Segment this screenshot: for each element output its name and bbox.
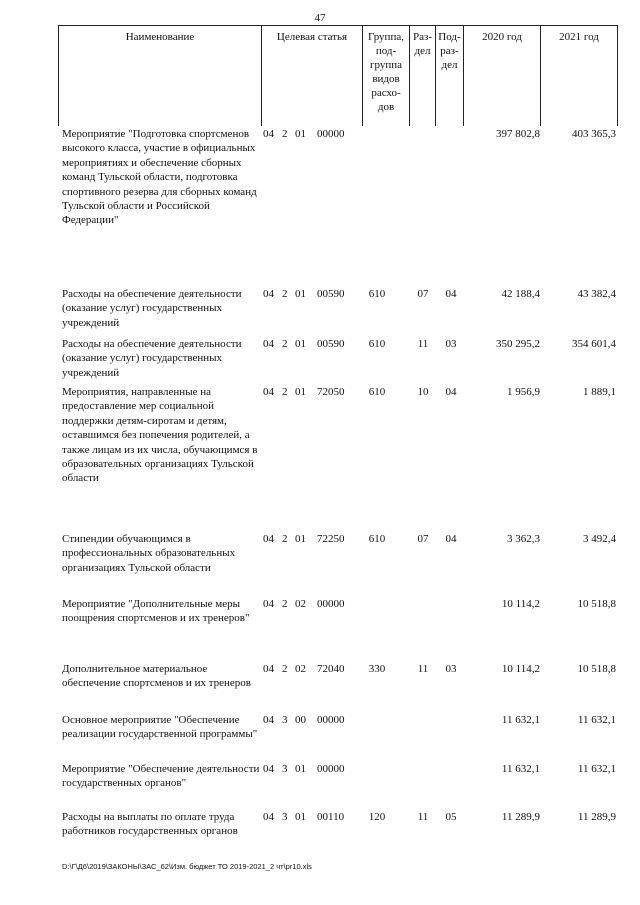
code-program: 04 xyxy=(263,533,274,545)
amount-2020: 10 114,2 xyxy=(501,598,540,610)
row-name: Основное мероприятие "Обеспечение реализации государственной программы" xyxy=(62,714,258,741)
code-direction: 72050 xyxy=(317,386,345,398)
amount-2020: 42 188,4 xyxy=(501,288,540,300)
amount-2021: 11 632,1 xyxy=(577,763,616,775)
section: 07 xyxy=(417,533,429,545)
expense-group: 610 xyxy=(368,288,386,300)
expense-group: 120 xyxy=(368,811,386,823)
code-subprogram: 3 xyxy=(282,763,288,775)
amount-2021: 11 632,1 xyxy=(577,714,616,726)
code-subprogram: 2 xyxy=(282,598,288,610)
subsection: 04 xyxy=(445,288,457,300)
page-number: 47 xyxy=(314,12,326,24)
section: 07 xyxy=(417,288,429,300)
code-event: 01 xyxy=(295,288,306,300)
expense-group: 610 xyxy=(368,386,386,398)
code-program: 04 xyxy=(263,714,274,726)
code-subprogram: 2 xyxy=(282,338,288,350)
code-event: 01 xyxy=(295,811,306,823)
code-event: 02 xyxy=(295,663,306,675)
code-direction: 00000 xyxy=(317,763,345,775)
code-event: 01 xyxy=(295,533,306,545)
header-subsection: Под- раз- дел xyxy=(436,26,464,126)
amount-2021: 1 889,1 xyxy=(583,386,616,398)
amount-2021: 10 518,8 xyxy=(577,663,616,675)
code-direction: 00590 xyxy=(317,288,345,300)
code-direction: 00110 xyxy=(317,811,345,823)
amount-2021: 10 518,8 xyxy=(577,598,616,610)
amount-2021: 403 365,3 xyxy=(572,128,616,140)
code-event: 01 xyxy=(295,338,306,350)
amount-2020: 397 802,8 xyxy=(496,128,540,140)
row-name: Мероприятие "Подготовка спортсменов высокого класса, участие в официальных мероприятиях и обеспечение сборных команд Тульской области, подготовка спортивного резерва для сборных команд Тульской области и Российской Федерации" xyxy=(62,128,257,227)
header-group: Группа, под- группа видов расхо- дов xyxy=(363,26,410,126)
header-section: Раз- дел xyxy=(410,26,436,126)
file-path: D:\Г\Д6\2019\ЗАКОНЫ\ЗАС_62\Изм. бюджет ТО 2019-2021_2 чт\pr10.xls xyxy=(62,862,312,871)
amount-2020: 11 632,1 xyxy=(501,763,540,775)
subsection: 03 xyxy=(445,663,457,675)
subsection: 03 xyxy=(445,338,457,350)
row-name: Расходы на обеспечение деятельности (оказание услуг) государственных учреждений xyxy=(62,338,242,379)
code-program: 04 xyxy=(263,663,274,675)
code-direction: 00000 xyxy=(317,714,345,726)
section: 11 xyxy=(417,338,429,350)
expense-group: 330 xyxy=(368,663,386,675)
header-2020: 2020 год xyxy=(464,26,541,126)
code-program: 04 xyxy=(263,598,274,610)
row-name: Мероприятие "Обеспечение деятельности государственных органов" xyxy=(62,763,260,790)
amount-2021: 43 382,4 xyxy=(577,288,616,300)
table-header xyxy=(58,25,618,126)
row-name: Дополнительное материальное обеспечение спортсменов и их тренеров xyxy=(62,663,251,690)
subsection: 04 xyxy=(445,386,457,398)
code-program: 04 xyxy=(263,386,274,398)
subsection: 05 xyxy=(445,811,457,823)
subsection: 04 xyxy=(445,533,457,545)
code-program: 04 xyxy=(263,288,274,300)
code-subprogram: 3 xyxy=(282,714,288,726)
section: 11 xyxy=(417,811,429,823)
expense-group: 610 xyxy=(368,338,386,350)
code-direction: 00000 xyxy=(317,598,345,610)
code-event: 01 xyxy=(295,128,306,140)
amount-2020: 11 289,9 xyxy=(501,811,540,823)
code-program: 04 xyxy=(263,763,274,775)
section: 10 xyxy=(417,386,429,398)
expense-group: 610 xyxy=(368,533,386,545)
code-subprogram: 2 xyxy=(282,663,288,675)
header-2021: 2021 год xyxy=(559,31,599,43)
amount-2021: 354 601,4 xyxy=(572,338,616,350)
code-program: 04 xyxy=(263,338,274,350)
amount-2021: 11 289,9 xyxy=(577,811,616,823)
amount-2021: 3 492,4 xyxy=(583,533,616,545)
amount-2020: 350 295,2 xyxy=(496,338,540,350)
code-direction: 72040 xyxy=(317,663,345,675)
row-name: Расходы на выплаты по оплате труда работников государственных органов xyxy=(62,811,238,838)
code-subprogram: 2 xyxy=(282,533,288,545)
code-direction: 72250 xyxy=(317,533,345,545)
code-direction: 00590 xyxy=(317,338,345,350)
row-name: Мероприятие "Дополнительные меры поощрения спортсменов и их тренеров" xyxy=(62,598,250,625)
amount-2020: 3 362,3 xyxy=(507,533,540,545)
code-subprogram: 3 xyxy=(282,811,288,823)
section: 11 xyxy=(417,663,429,675)
amount-2020: 11 632,1 xyxy=(501,714,540,726)
code-event: 00 xyxy=(295,714,306,726)
code-direction: 00000 xyxy=(317,128,345,140)
code-subprogram: 2 xyxy=(282,128,288,140)
row-name: Стипендии обучающимся в профессиональных образовательных организациях Тульской области xyxy=(62,533,236,574)
code-program: 04 xyxy=(263,128,274,140)
header-name: Наименование xyxy=(59,26,262,126)
code-event: 02 xyxy=(295,598,306,610)
code-event: 01 xyxy=(295,386,306,398)
amount-2020: 1 956,9 xyxy=(507,386,540,398)
header-target: Целевая статья xyxy=(262,26,363,126)
amount-2020: 10 114,2 xyxy=(501,663,540,675)
code-program: 04 xyxy=(263,811,274,823)
row-name: Мероприятия, направленные на предоставление мер социальной поддержки детям-сиротам и детям, оставшимся без попечения родителей, а также лицам из их числа, обучающимся в образовательных организациях Тульской области xyxy=(62,386,258,485)
row-name: Расходы на обеспечение деятельности (оказание услуг) государственных учреждений xyxy=(62,288,242,329)
code-subprogram: 2 xyxy=(282,386,288,398)
code-subprogram: 2 xyxy=(282,288,288,300)
code-event: 01 xyxy=(295,763,306,775)
